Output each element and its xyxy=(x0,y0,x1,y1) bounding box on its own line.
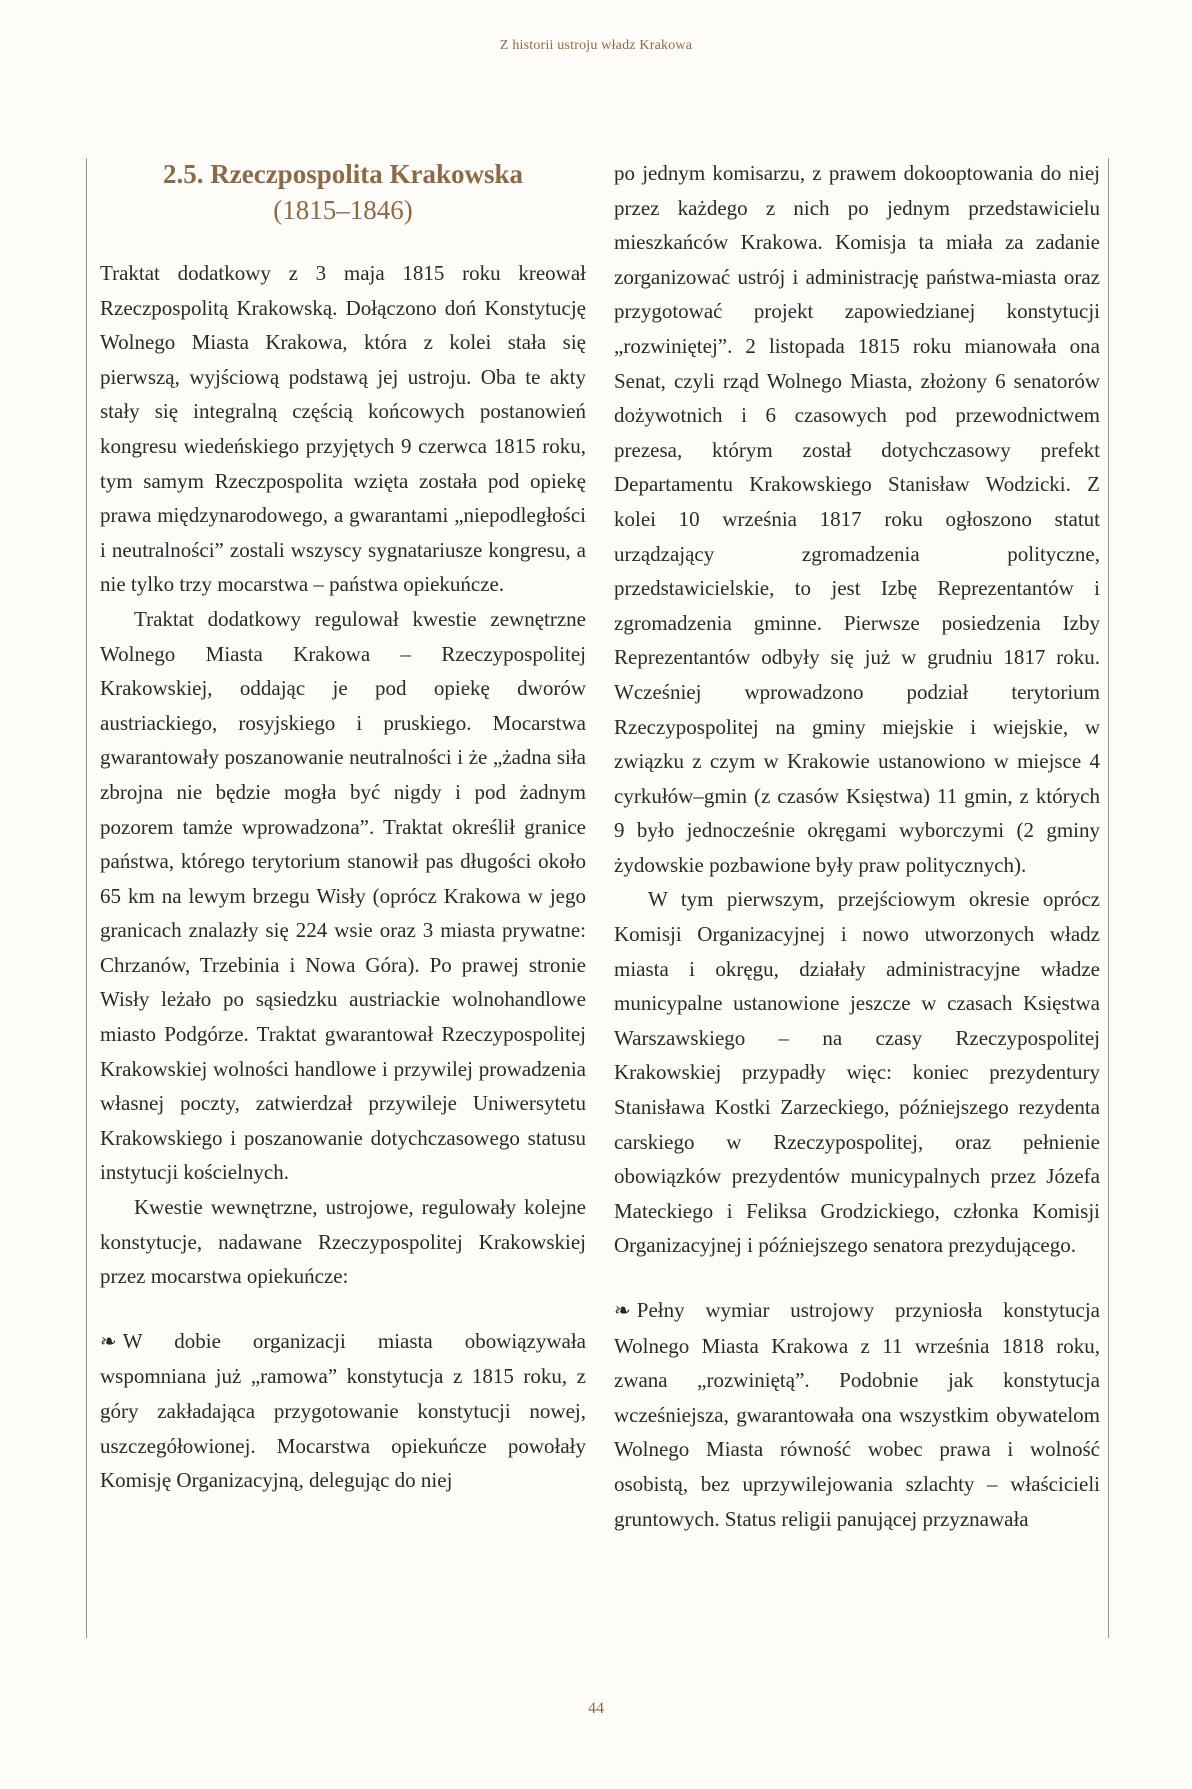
bullet-text: Pełny wymiar ustrojowy przyniosła konstytucja Wolnego Miasta Krakowa z 11 września 1818 roku, zwana „rozwiniętą”. Podobnie jak konstytucja wcześniejsza, gwarantowała ona wszystkim obywatelom Wolnego Miasta równość wobec prawa i wolność osobistą, bez uprzywilejowania szlachty – właścicieli gruntowych. Status religii panującej przyznawała xyxy=(614,1298,1100,1531)
fleuron-icon: ❧ xyxy=(614,1300,631,1322)
right-column xyxy=(614,156,1100,1536)
section-heading: 2.5. Rzeczpospolita Krakowska xyxy=(163,159,523,189)
left-margin-rule xyxy=(86,158,87,1638)
bullet-text: W dobie organizacji miasta obowiązywała wspomniana już „ramowa” konstytucja z 1815 roku, z góry zakładająca przygotowanie konstytucji nowej, uszczegółowionej. Mocarstwa opiekuńcze powołały Komisję Organizacyjną, delegując do niej xyxy=(100,1328,586,1493)
paragraph: Traktat dodatkowy regulował kwestie zewnętrzne Wolnego Miasta Krakowa – Rzeczypospolitej Krakowskiej, oddając je pod opiekę dworów austriackiego, rosyjskiego i pruskiego. Mocarstwa gwarantowały poszanowanie neutralności i że „żadna siła zbrojna nie będzie mogła być nigdy i pod żadnym pozorem tamże wprowadzona”. Traktat określił granice państwa, którego terytorium stanowił pas długości około 65 km na lewym brzegu Wisły (oprócz Krakowa w jego granicach znalazły się 224 wsie oraz 3 miasta prywatne: Chrzanów, Trzebinia i Nowa Góra). Po prawej stronie Wisły leżało po sąsiedzku austriackie wolnohandlowe miasto Podgórze. Traktat gwarantował Rzeczypospolitej Krakowskiej wolności handlowe i przywilej prowadzenia własnej poczty, zatwierdzał przywileje Uniwersytetu Krakowskiego i poszanowanie dotychczasowego statusu instytucji kościelnych. xyxy=(100,606,586,1185)
left-column xyxy=(100,156,586,1498)
running-head: Z historii ustroju władz Krakowa xyxy=(499,38,693,53)
fleuron-icon: ❧ xyxy=(100,1330,117,1353)
bullet-paragraph xyxy=(100,1324,586,1498)
page-number: 44 xyxy=(588,1700,604,1717)
paragraph: W tym pierwszym, przejściowym okresie oprócz Komisji Organizacyjnej i nowo utworzonych władz miasta i okręgu, działały administracyjne władze municypalne ustanowione jeszcze w czasach Księstwa Warszawskiego – na czasy Rzeczypospolitej Krakowskiej przypadły więc: koniec prezydentury Stanisława Kostki Zarzeckiego, późniejszego rezydenta carskiego w Rzeczypospolitej, oraz pełnienie obowiązków prezydentów municypalnych przez Józefa Mateckiego i Feliksa Grodzickiego, członka Komisji Organizacyjnej i późniejszego senatora prezydującego. xyxy=(614,887,1100,1258)
bullet-paragraph xyxy=(614,1293,1100,1536)
right-margin-rule xyxy=(1108,158,1109,1638)
section-title xyxy=(100,156,586,228)
paragraph: Kwestie wewnętrzne, ustrojowe, regulowały kolejne konstytucje, nadawane Rzeczypospolitej Krakowskiej przez mocarstwa opiekuńcze: xyxy=(100,1195,586,1289)
paragraph: Traktat dodatkowy z 3 maja 1815 roku kreował Rzeczpospolitą Krakowską. Dołączono doń Konstytucję Wolnego Miasta Krakowa, która z kolei stała się pierwszą, wyjściową podstawą jej ustroju. Oba te akty stały się integralną częścią końcowych postanowień kongresu wiedeńskiego przyjętych 9 czerwca 1815 roku, tym samym Rzeczpospolita wzięta została pod opiekę prawa międzynarodowego, a gwarantami „niepodległości i neutralności” zostali wszyscy sygnatariusze kongresu, a nie tylko trzy mocarstwa – państwa opiekuńcze. xyxy=(100,261,586,597)
section-years: (1815–1846) xyxy=(273,195,413,225)
paragraph: po jednym komisarzu, z prawem dokooptowania do niej przez każdego z nich po jednym przedstawicielu mieszkańców Krakowa. Komisja ta miała za zadanie zorganizować ustrój i administrację państwa-miasta oraz przygotować projekt zapowiedzianej konstytucji „rozwiniętej”. 2 listopada 1815 roku mianowała ona Senat, czyli rząd Wolnego Miasta, złożony 6 senatorów dożywotnich i 6 czasowych pod przewodnictwem prezesa, którym został dotychczasowy prefekt Departamentu Krakowskiego Stanisław Wodzicki. Z kolei 10 września 1817 roku ogłoszono statut urządzający zgromadzenia polityczne, przedstawicielskie, to jest Izbę Reprezentantów i zgromadzenia gminne. Pierwsze posiedzenia Izby Reprezentantów odbyły się już w grudniu 1817 roku. Wcześniej wprowadzono podział terytorium Rzeczypospolitej na gminy miejskie i wiejskie, w związku z czym w Krakowie ustanowiono w miejsce 4 cyrkułów–gmin (z czasów Księstwa) 11 gmin, z których 9 było jednocześnie okręgami wyborczymi (2 gminy żydowskie pozbawione były praw politycznych). xyxy=(614,161,1100,877)
